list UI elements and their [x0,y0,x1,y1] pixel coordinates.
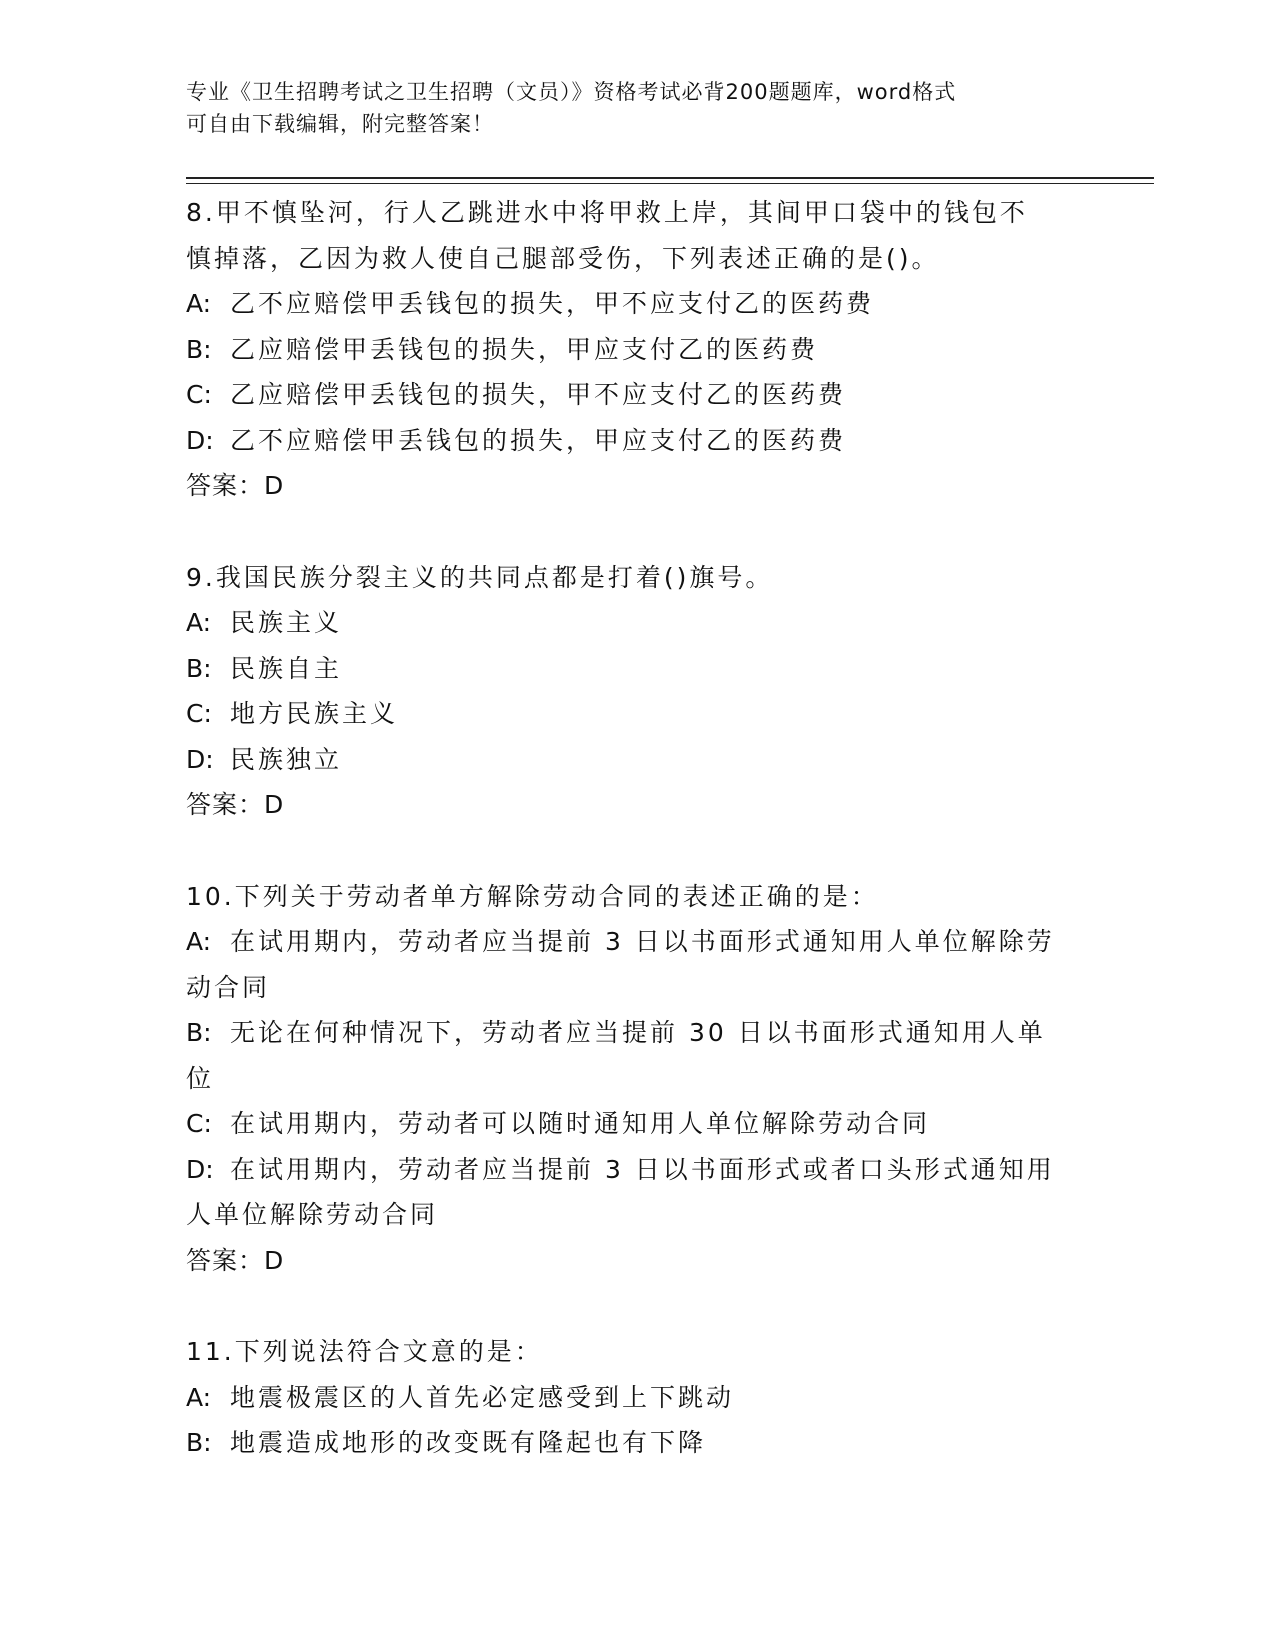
option-letter: A: [186,289,212,318]
question-list [186,190,1066,1512]
question-block [186,1329,1066,1466]
option-letter: D: [186,744,214,774]
question-stem-line: 10.下列关于劳动者单方解除劳动合同的表述正确的是： [186,881,879,911]
answer-option-line [186,965,1066,1011]
option-letter: A: [186,927,212,956]
answer-option-line [186,1420,1066,1466]
option-text: 在试用期内，劳动者可以随时通知用人单位解除劳动合同 [230,1109,931,1138]
document-header [186,76,1086,140]
header-title-line-2: 可自由下载编辑，附完整答案！ [186,112,494,136]
option-letter: B: [186,653,212,683]
option-text: 位 [186,1063,215,1093]
option-text: 动合同 [186,972,271,1002]
question-stem-line: 8.甲不慎坠河，行人乙跳进水中将甲救上岸，其间甲口袋中的钱包不 [186,198,1028,227]
option-text: 地方民族主义 [230,699,399,728]
question-block [186,874,1066,1284]
option-letter: C: [186,699,212,728]
option-text: 人单位解除劳动合同 [186,1200,439,1229]
answer-option-line [186,1192,1066,1238]
question-block [186,190,1066,509]
answer-option-line [186,1375,1066,1421]
option-text: 在试用期内，劳动者应当提前 3 日以书面形式或者口头形式通知用 [230,1154,1055,1184]
option-letter: B: [186,1018,212,1047]
answer-option-line [186,1101,1066,1147]
option-letter: B: [186,1428,212,1457]
answer-option-line [186,1147,1066,1193]
answer-key: 答案：D [186,471,285,500]
question-stem-line: 11.下列说法符合文意的是： [186,1337,543,1366]
option-text: 无论在何种情况下，劳动者应当提前 30 日以书面形式通知用人单 [230,1018,1046,1047]
option-text: 民族独立 [230,744,343,774]
answer-option-line [186,1056,1066,1102]
answer-key: 答案：D [186,790,285,819]
option-text: 地震极震区的人首先必定感受到上下跳动 [230,1382,735,1412]
option-text: 民族自主 [230,653,343,683]
question-block [186,555,1066,828]
answer-option-line [186,737,1066,783]
answer-option-line [186,691,1066,737]
answer-option-line [186,418,1066,464]
option-text: 地震造成地形的改变既有隆起也有下降 [230,1428,707,1457]
option-text: 乙应赔偿甲丢钱包的损失，甲不应支付乙的医药费 [230,380,847,409]
answer-option-line [186,1010,1066,1056]
answer-option-line [186,281,1066,327]
header-divider-thin [186,183,1154,184]
option-text: 乙不应赔偿甲丢钱包的损失，甲不应支付乙的医药费 [230,289,875,318]
option-letter: B: [186,334,212,364]
option-letter: D: [186,1154,214,1184]
option-text: 乙应赔偿甲丢钱包的损失，甲应支付乙的医药费 [230,334,819,364]
answer-option-line [186,327,1066,373]
option-letter: C: [186,380,212,409]
option-text: 乙不应赔偿甲丢钱包的损失，甲应支付乙的医药费 [230,425,847,455]
answer-key: 答案：D [186,1245,285,1275]
option-letter: D: [186,425,214,455]
answer-option-line [186,600,1066,646]
question-stem-line: 9.我国民族分裂主义的共同点都是打着()旗号。 [186,562,774,592]
header-divider-thick [186,177,1154,179]
option-text: 在试用期内，劳动者应当提前 3 日以书面形式通知用人单位解除劳 [230,927,1055,956]
option-letter: A: [186,1382,212,1412]
answer-option-line [186,372,1066,418]
header-title-line-1: 专业《卫生招聘考试之卫生招聘（文员）》资格考试必背200题题库，word格式 [186,80,957,104]
option-letter: C: [186,1109,212,1138]
answer-option-line [186,919,1066,965]
option-text: 民族主义 [230,608,343,637]
question-stem-line: 慎掉落，乙因为救人使自己腿部受伤，下列表述正确的是()。 [186,243,940,273]
option-letter: A: [186,608,212,637]
answer-option-line [186,646,1066,692]
